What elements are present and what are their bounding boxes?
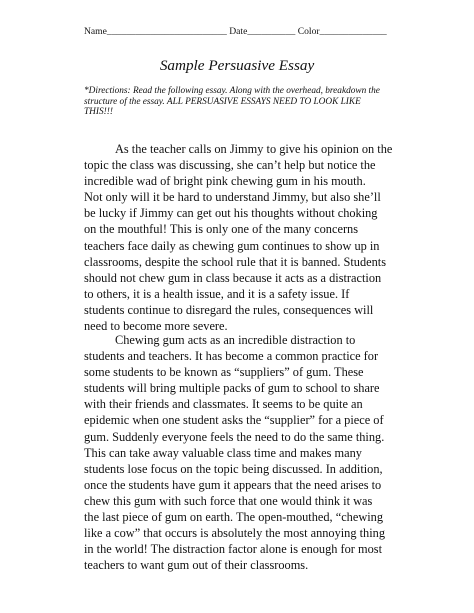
paragraph-line: epidemic when one student asks the “supplier” for a piece of: [84, 413, 384, 428]
directions-line: THIS!!!: [84, 107, 113, 118]
paragraph-line: classrooms, despite the school rule that it is banned. Students: [84, 254, 387, 269]
directions-line: structure of the essay. ALL PERSUASIVE ESSAYS NEED TO LOOK LIKE: [84, 96, 361, 107]
paragraph-line: students lose focus on the topic being discussed. In addition,: [84, 461, 383, 476]
paragraph-line: with their friends and classmates. It seems to be quite an: [84, 397, 363, 412]
paragraph-line: be lucky if Jimmy can get out his thoughts without choking: [84, 206, 378, 221]
paragraph-line: students continue to disregard the rules, consequences will: [84, 302, 374, 317]
paragraph-line: Chewing gum acts as an incredible distraction to: [115, 333, 356, 347]
directions-text: [84, 86, 402, 118]
essay-paragraph-1: [84, 141, 404, 334]
paragraph-line: As the teacher calls on Jimmy to give his opinion on the: [115, 142, 393, 156]
paragraph-line: the last piece of gum on earth. The open-mouthed, “chewing: [84, 510, 384, 525]
paragraph-line: topic the class was discussing, she can’t help but notice the: [84, 158, 376, 173]
directions-line: *Directions: Read the following essay. Along with the overhead, breakdown the: [84, 86, 380, 96]
paragraph-line: Not only will it be hard to understand Jimmy, but also she’ll: [84, 190, 381, 205]
paragraph-line: teachers face daily as chewing gum continues to show up in: [84, 238, 380, 253]
paragraph-line: teachers to want gum out of their classrooms.: [84, 558, 309, 573]
paragraph-line: in the world! The distraction factor alone is enough for most: [84, 542, 383, 557]
paragraph-line: once the students have gum it appears that the need arises to: [84, 477, 382, 492]
paragraph-line: gum. Suddenly everyone feels the need to do the same thing.: [84, 429, 385, 444]
header-text: Name_________________________ Date__________ Color______________: [84, 26, 387, 37]
page-title: Sample Persuasive Essay: [159, 57, 315, 74]
paragraph-line: some students to be known as “suppliers” of gum. These: [84, 365, 364, 380]
name-date-color-line: [84, 26, 404, 37]
paragraph-line: This can take away valuable class time and makes many: [84, 445, 362, 460]
paragraph-line: need to become more severe.: [84, 319, 228, 334]
paragraph-line: to others, it is a health issue, and it is a safety issue. If: [84, 286, 350, 301]
paragraph-line: students and teachers. It has become a common practice for: [84, 349, 379, 364]
paragraph-line: incredible wad of bright pink chewing gum in his mouth.: [84, 174, 366, 189]
paragraph-line: should not chew gum in class because it acts as a distraction: [84, 270, 382, 285]
paragraph-line: on the mouthful! This is only one of the many concerns: [84, 222, 359, 237]
essay-paragraph-2: [84, 332, 404, 573]
paragraph-line: like a cow” that occurs is absolutely the most annoying thing: [84, 526, 385, 541]
paragraph-line: chew this gum with such force that one would think it was: [84, 493, 373, 508]
paragraph-line: students will bring multiple packs of gum to school to share: [84, 381, 380, 396]
